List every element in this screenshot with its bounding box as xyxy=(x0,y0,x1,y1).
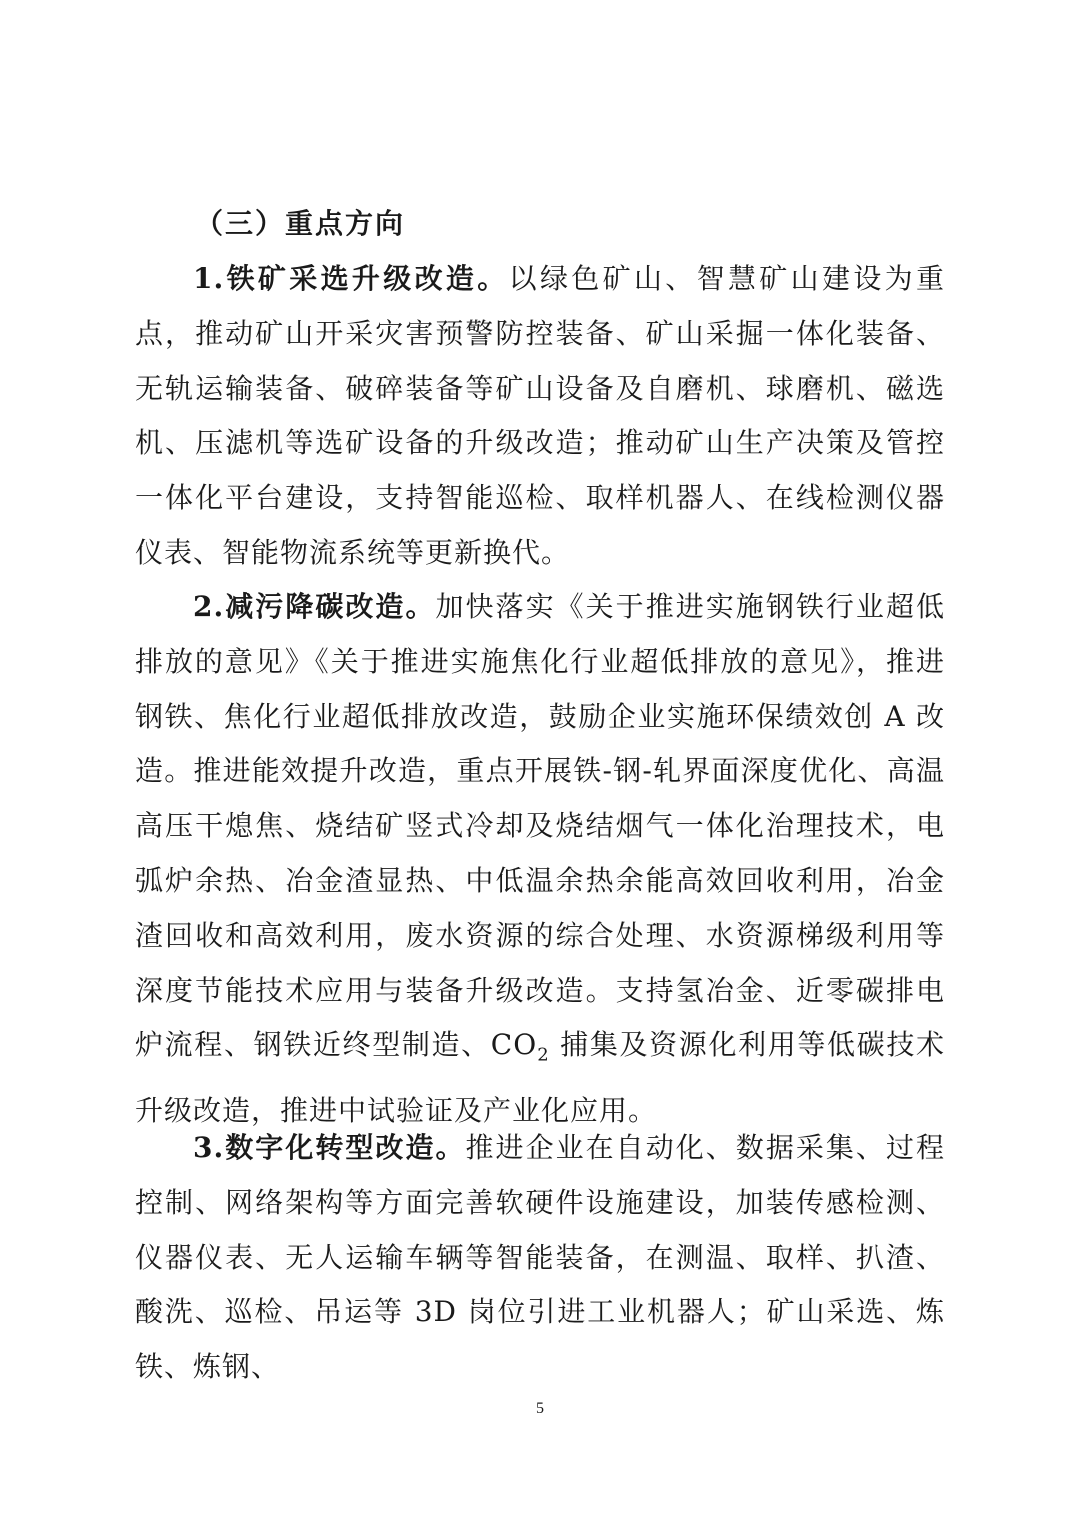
paragraph-lead: 3.数字化转型改造。 xyxy=(193,1131,466,1164)
paragraph-iron-ore xyxy=(135,252,945,581)
subscript: 2 xyxy=(537,1044,550,1066)
paragraph-lead: 1.铁矿采选升级改造。 xyxy=(193,262,509,295)
paragraph-pollution-carbon xyxy=(135,580,945,1139)
paragraph-body-cont: 捕集及资源化利用等低碳技术升级改造，推进中试验证及产业化应用。 xyxy=(135,1028,945,1127)
section-heading: （三）重点方向 xyxy=(195,207,406,240)
page-number: 5 xyxy=(536,1400,544,1417)
paragraph-digital-transformation xyxy=(135,1121,945,1395)
paragraph-lead: 2.减污降碳改造。 xyxy=(193,590,436,623)
paragraph-body: 以绿色矿山、智慧矿山建设为重点，推动矿山开采灾害预警防控装备、矿山采掘一体化装备、无轨运输装备、破碎装备等矿山设备及自磨机、球磨机、磁选机、压滤机等选矿设备的升级改造；推动矿山生产决策及管控一体化平台建设，支持智能巡检、取样机器人、在线检测仪器仪表、智能物流系统等更新换代。 xyxy=(135,262,945,569)
paragraph-body: 推进企业在自动化、数据采集、过程控制、网络架构等方面完善软硬件设施建设，加装传感检测、仪器仪表、无人运输车辆等智能装备，在测温、取样、扒渣、酸洗、巡检、吊运等 3D 岗位引进工业机器人；矿山采选、炼铁、炼钢、 xyxy=(135,1131,945,1384)
paragraph-body: 加快落实《关于推进实施钢铁行业超低排放的意见》《关于推进实施焦化行业超低排放的意见》，推进钢铁、焦化行业超低排放改造，鼓励企业实施环保绩效创 A 改造。推进能效提升改造，重点开展铁-钢-轧界面深度优化、高温高压干熄焦、烧结矿竖式冷却及烧结烟气一体化治理技术，电弧炉余热、冶金渣显热、中低温余热余能高效回收利用，冶金渣回收和高效利用，废水资源的综合处理、水资源梯级利用等深度节能技术应用与装备升级改造。支持氢冶金、近零碳排电炉流程、钢铁近终型制造、CO xyxy=(135,590,945,1062)
